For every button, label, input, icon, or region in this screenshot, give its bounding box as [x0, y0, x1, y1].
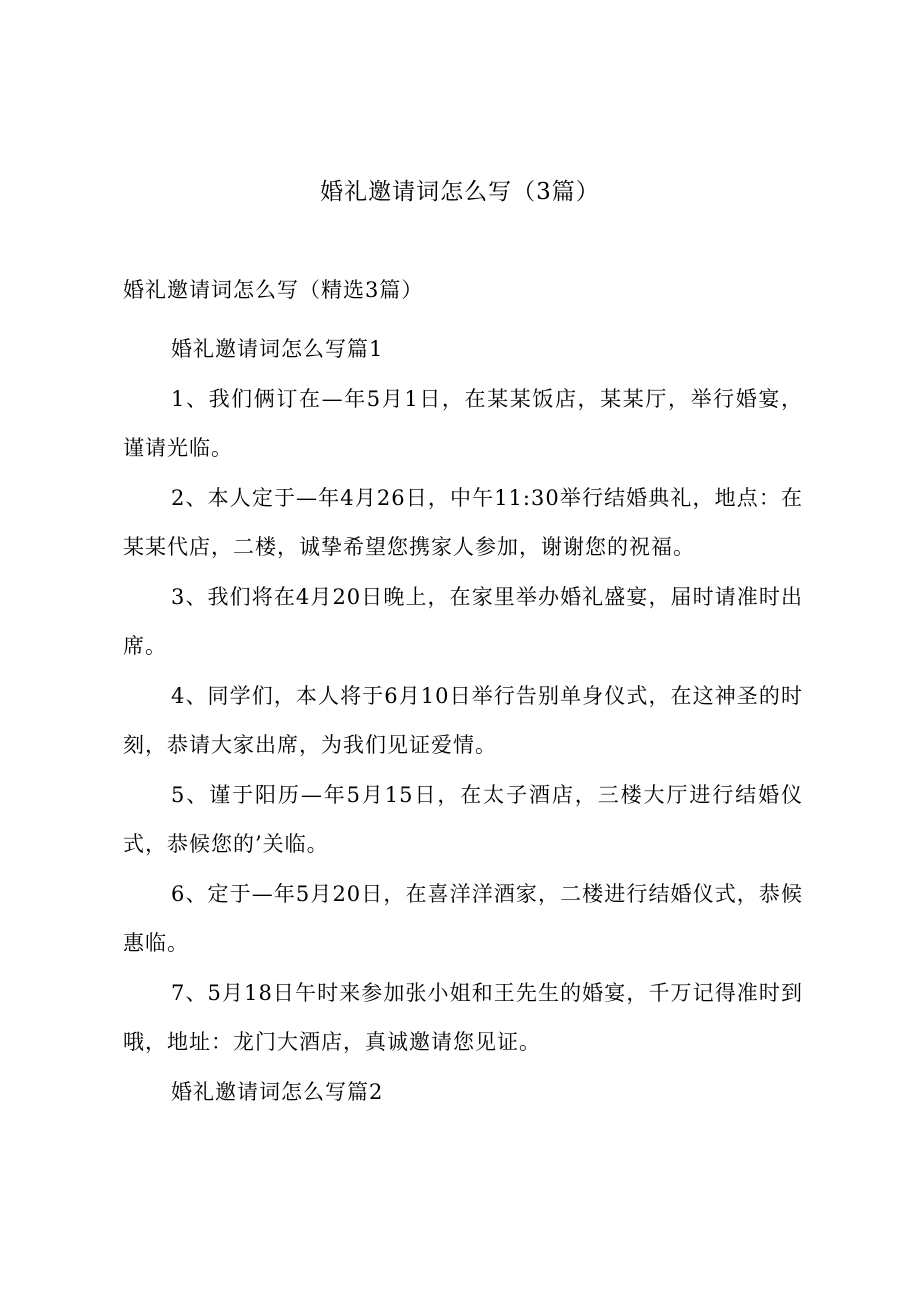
paragraph-item-2: 2、本人定于—年4月26日，中午11:30举行结婚典礼，地点：在某某代店，二楼，诚挚希望您携家人参加，谢谢您的祝福。 — [123, 485, 803, 559]
paragraph-item-4: 4、同学们，本人将于6月10日举行告别单身仪式，在这神圣的时刻，恭请大家出席，为我们见证爱情。 — [123, 683, 803, 757]
document-title: 婚礼邀请词怎么写（3篇） — [320, 179, 600, 205]
document-body — [123, 325, 803, 1117]
paragraph-item-3: 3、我们将在4月20日晚上，在家里举办婚礼盛宴，届时请准时出席。 — [123, 584, 803, 658]
paragraph-item-1: 1、我们俩订在—年5月1日，在某某饭店，某某厅，举行婚宴，谨请光临。 — [123, 386, 803, 460]
paragraph-item-6: 6、定于—年5月20日，在喜洋洋酒家，二楼进行结婚仪式，恭候惠临。 — [123, 881, 803, 955]
document-subtitle: 婚礼邀请词怎么写（精选3篇） — [123, 278, 424, 302]
paragraph-item-5: 5、谨于阳历—年5月15日，在太子酒店，三楼大厅进行结婚仪式，恭候您的’关临。 — [123, 782, 803, 856]
paragraph-item-7: 7、5月18日午时来参加张小姐和王先生的婚宴，千万记得准时到哦，地址：龙门大酒店，真诚邀请您见证。 — [123, 980, 803, 1054]
section-heading-1: 婚礼邀请词怎么写篇1 — [171, 337, 384, 361]
section-heading-2: 婚礼邀请词怎么写篇2 — [171, 1079, 384, 1104]
